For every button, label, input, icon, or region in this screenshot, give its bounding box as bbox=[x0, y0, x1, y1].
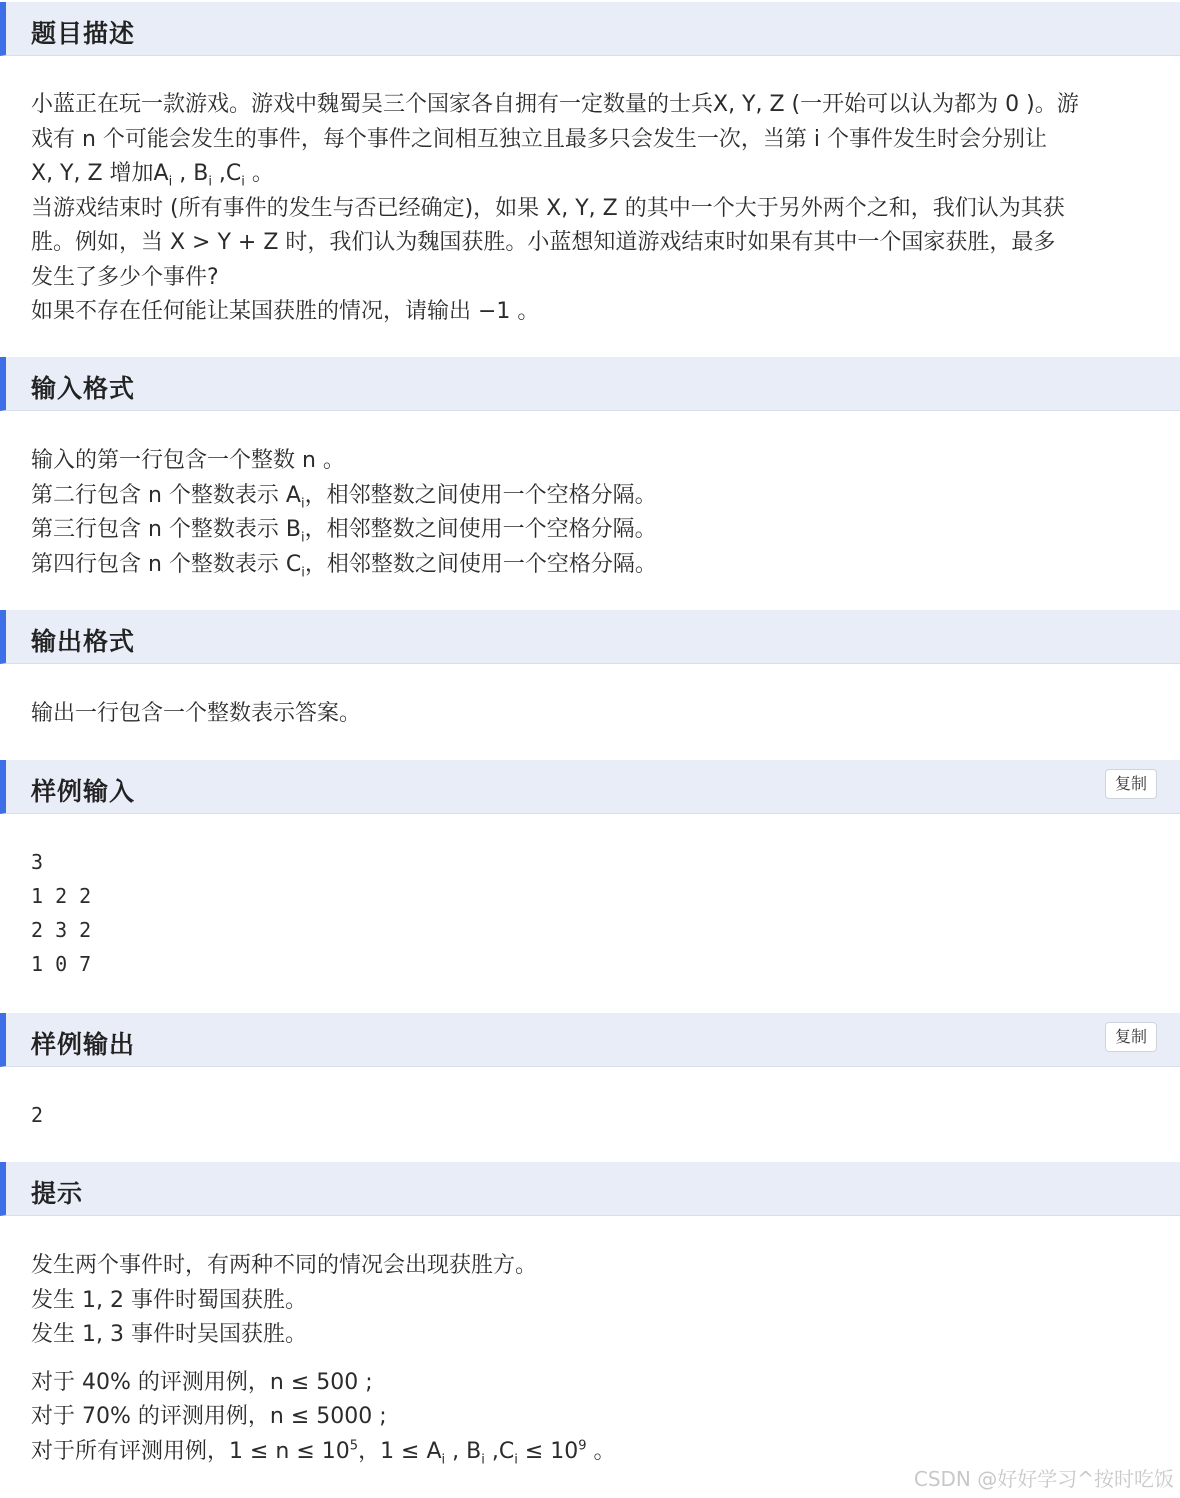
hint-body bbox=[31, 1249, 1160, 1469]
text-fragment: ，相邻整数之间使用一个空格分隔。 bbox=[304, 551, 657, 577]
section-header-sample-input bbox=[0, 760, 1180, 814]
text-fragment: 。 bbox=[244, 161, 274, 186]
subscript: i bbox=[241, 174, 245, 190]
text-fragment: 第三行包含 n 个整数表示 B bbox=[31, 517, 302, 542]
section-title: 提示 bbox=[31, 1179, 84, 1208]
superscript: 9 bbox=[578, 1438, 587, 1454]
subscript: i bbox=[168, 174, 173, 190]
section-title: 样例输入 bbox=[31, 777, 136, 806]
section-header-output-format bbox=[0, 610, 1180, 664]
description-body bbox=[31, 88, 1160, 330]
section-title: 样例输出 bbox=[31, 1030, 136, 1059]
section-header-sample-output bbox=[0, 1013, 1180, 1067]
paragraph-line: 对于 70% 的评测用例，n ≤ 5000 ; bbox=[31, 1404, 387, 1429]
paragraph-line: 胜。例如，当 X > Y + Z 时，我们认为魏国获胜。小蓝想知道游戏结束时如果有其中一个国家获胜，最多 bbox=[31, 230, 1056, 255]
text-fragment: 对于所有评测用例，1 ≤ n ≤ 10 bbox=[31, 1438, 350, 1464]
code-line: 1 0 7 bbox=[31, 952, 92, 976]
code-line: 2 3 2 bbox=[31, 918, 92, 942]
paragraph-line bbox=[31, 157, 1160, 192]
text-fragment: ≤ 10 bbox=[517, 1438, 579, 1464]
text-fragment: ，1 ≤ A bbox=[358, 1438, 442, 1464]
csdn-watermark: CSDN @好好学习^按时吃饭 bbox=[913, 1467, 1174, 1491]
paragraph-line: 对于 40% 的评测用例，n ≤ 500 ; bbox=[31, 1369, 373, 1395]
subscript: i bbox=[481, 1451, 485, 1467]
text-fragment: ，相邻整数之间使用一个空格分隔。 bbox=[304, 482, 657, 508]
superscript: 5 bbox=[349, 1438, 359, 1454]
section-header-input-format bbox=[0, 357, 1180, 411]
text-fragment: , B bbox=[445, 1438, 482, 1464]
text-fragment: X, Y, Z 增加A bbox=[31, 161, 169, 186]
text-fragment: ,C bbox=[211, 161, 242, 186]
text-fragment: ，相邻整数之间使用一个空格分隔。 bbox=[304, 517, 657, 542]
subscript: i bbox=[301, 564, 305, 580]
paragraph-line: 戏有 n 个可能会发生的事件，每个事件之间相互独立且最多只会发生一次，当第 i 个事件发生时会分别让 bbox=[31, 126, 1048, 152]
paragraph-line bbox=[31, 479, 1160, 514]
output-format-body bbox=[31, 697, 1160, 732]
paragraph-line: 发生两个事件时，有两种不同的情况会出现获胜方。 bbox=[31, 1253, 538, 1278]
text-fragment: , B bbox=[172, 161, 209, 186]
section-title: 题目描述 bbox=[31, 19, 136, 48]
code-line: 3 bbox=[31, 850, 44, 874]
text-fragment: 。 bbox=[586, 1438, 616, 1464]
section-header-description bbox=[0, 2, 1180, 56]
section-title: 输出格式 bbox=[31, 627, 136, 656]
text-fragment: 第二行包含 n 个整数表示 A bbox=[31, 482, 301, 508]
code-line: 1 2 2 bbox=[31, 884, 92, 908]
code-line: 2 bbox=[31, 1103, 44, 1127]
sample-output-code bbox=[31, 1098, 43, 1132]
subscript: i bbox=[208, 174, 212, 190]
paragraph-line: 当游戏结束时 (所有事件的发生与否已经确定)，如果 X, Y, Z 的其中一个大于另外两个之和，我们认为其获 bbox=[31, 195, 1065, 221]
sample-input-code bbox=[31, 845, 91, 981]
section-header-hint bbox=[0, 1162, 1180, 1216]
input-format-body bbox=[31, 444, 1160, 582]
subscript: i bbox=[514, 1451, 518, 1467]
paragraph-line bbox=[31, 513, 1160, 548]
subscript: i bbox=[441, 1451, 446, 1467]
section-title: 输入格式 bbox=[31, 374, 136, 403]
paragraph-line: 输入的第一行包含一个整数 n 。 bbox=[31, 448, 345, 473]
paragraph-line: 小蓝正在玩一款游戏。游戏中魏蜀吴三个国家各自拥有一定数量的士兵X, Y, Z (一开始可以认为都为 0 )。游 bbox=[31, 92, 1079, 117]
copy-sample-output-button[interactable]: 复制 bbox=[1105, 1022, 1157, 1052]
paragraph-line: 如果不存在任何能让某国获胜的情况，请输出 −1 。 bbox=[31, 299, 540, 324]
paragraph-line: 输出一行包含一个整数表示答案。 bbox=[31, 701, 362, 726]
paragraph-line: 发生了多少个事件? bbox=[31, 264, 219, 290]
paragraph-line bbox=[31, 548, 1160, 583]
subscript: i bbox=[300, 495, 305, 511]
copy-sample-input-button[interactable]: 复制 bbox=[1105, 769, 1157, 799]
text-fragment: 第四行包含 n 个整数表示 C bbox=[31, 551, 302, 577]
text-fragment: ,C bbox=[484, 1438, 515, 1464]
subscript: i bbox=[301, 530, 305, 546]
paragraph-line: 发生 1, 3 事件时吴国获胜。 bbox=[31, 1322, 307, 1347]
paragraph-line: 发生 1, 2 事件时蜀国获胜。 bbox=[31, 1287, 307, 1313]
